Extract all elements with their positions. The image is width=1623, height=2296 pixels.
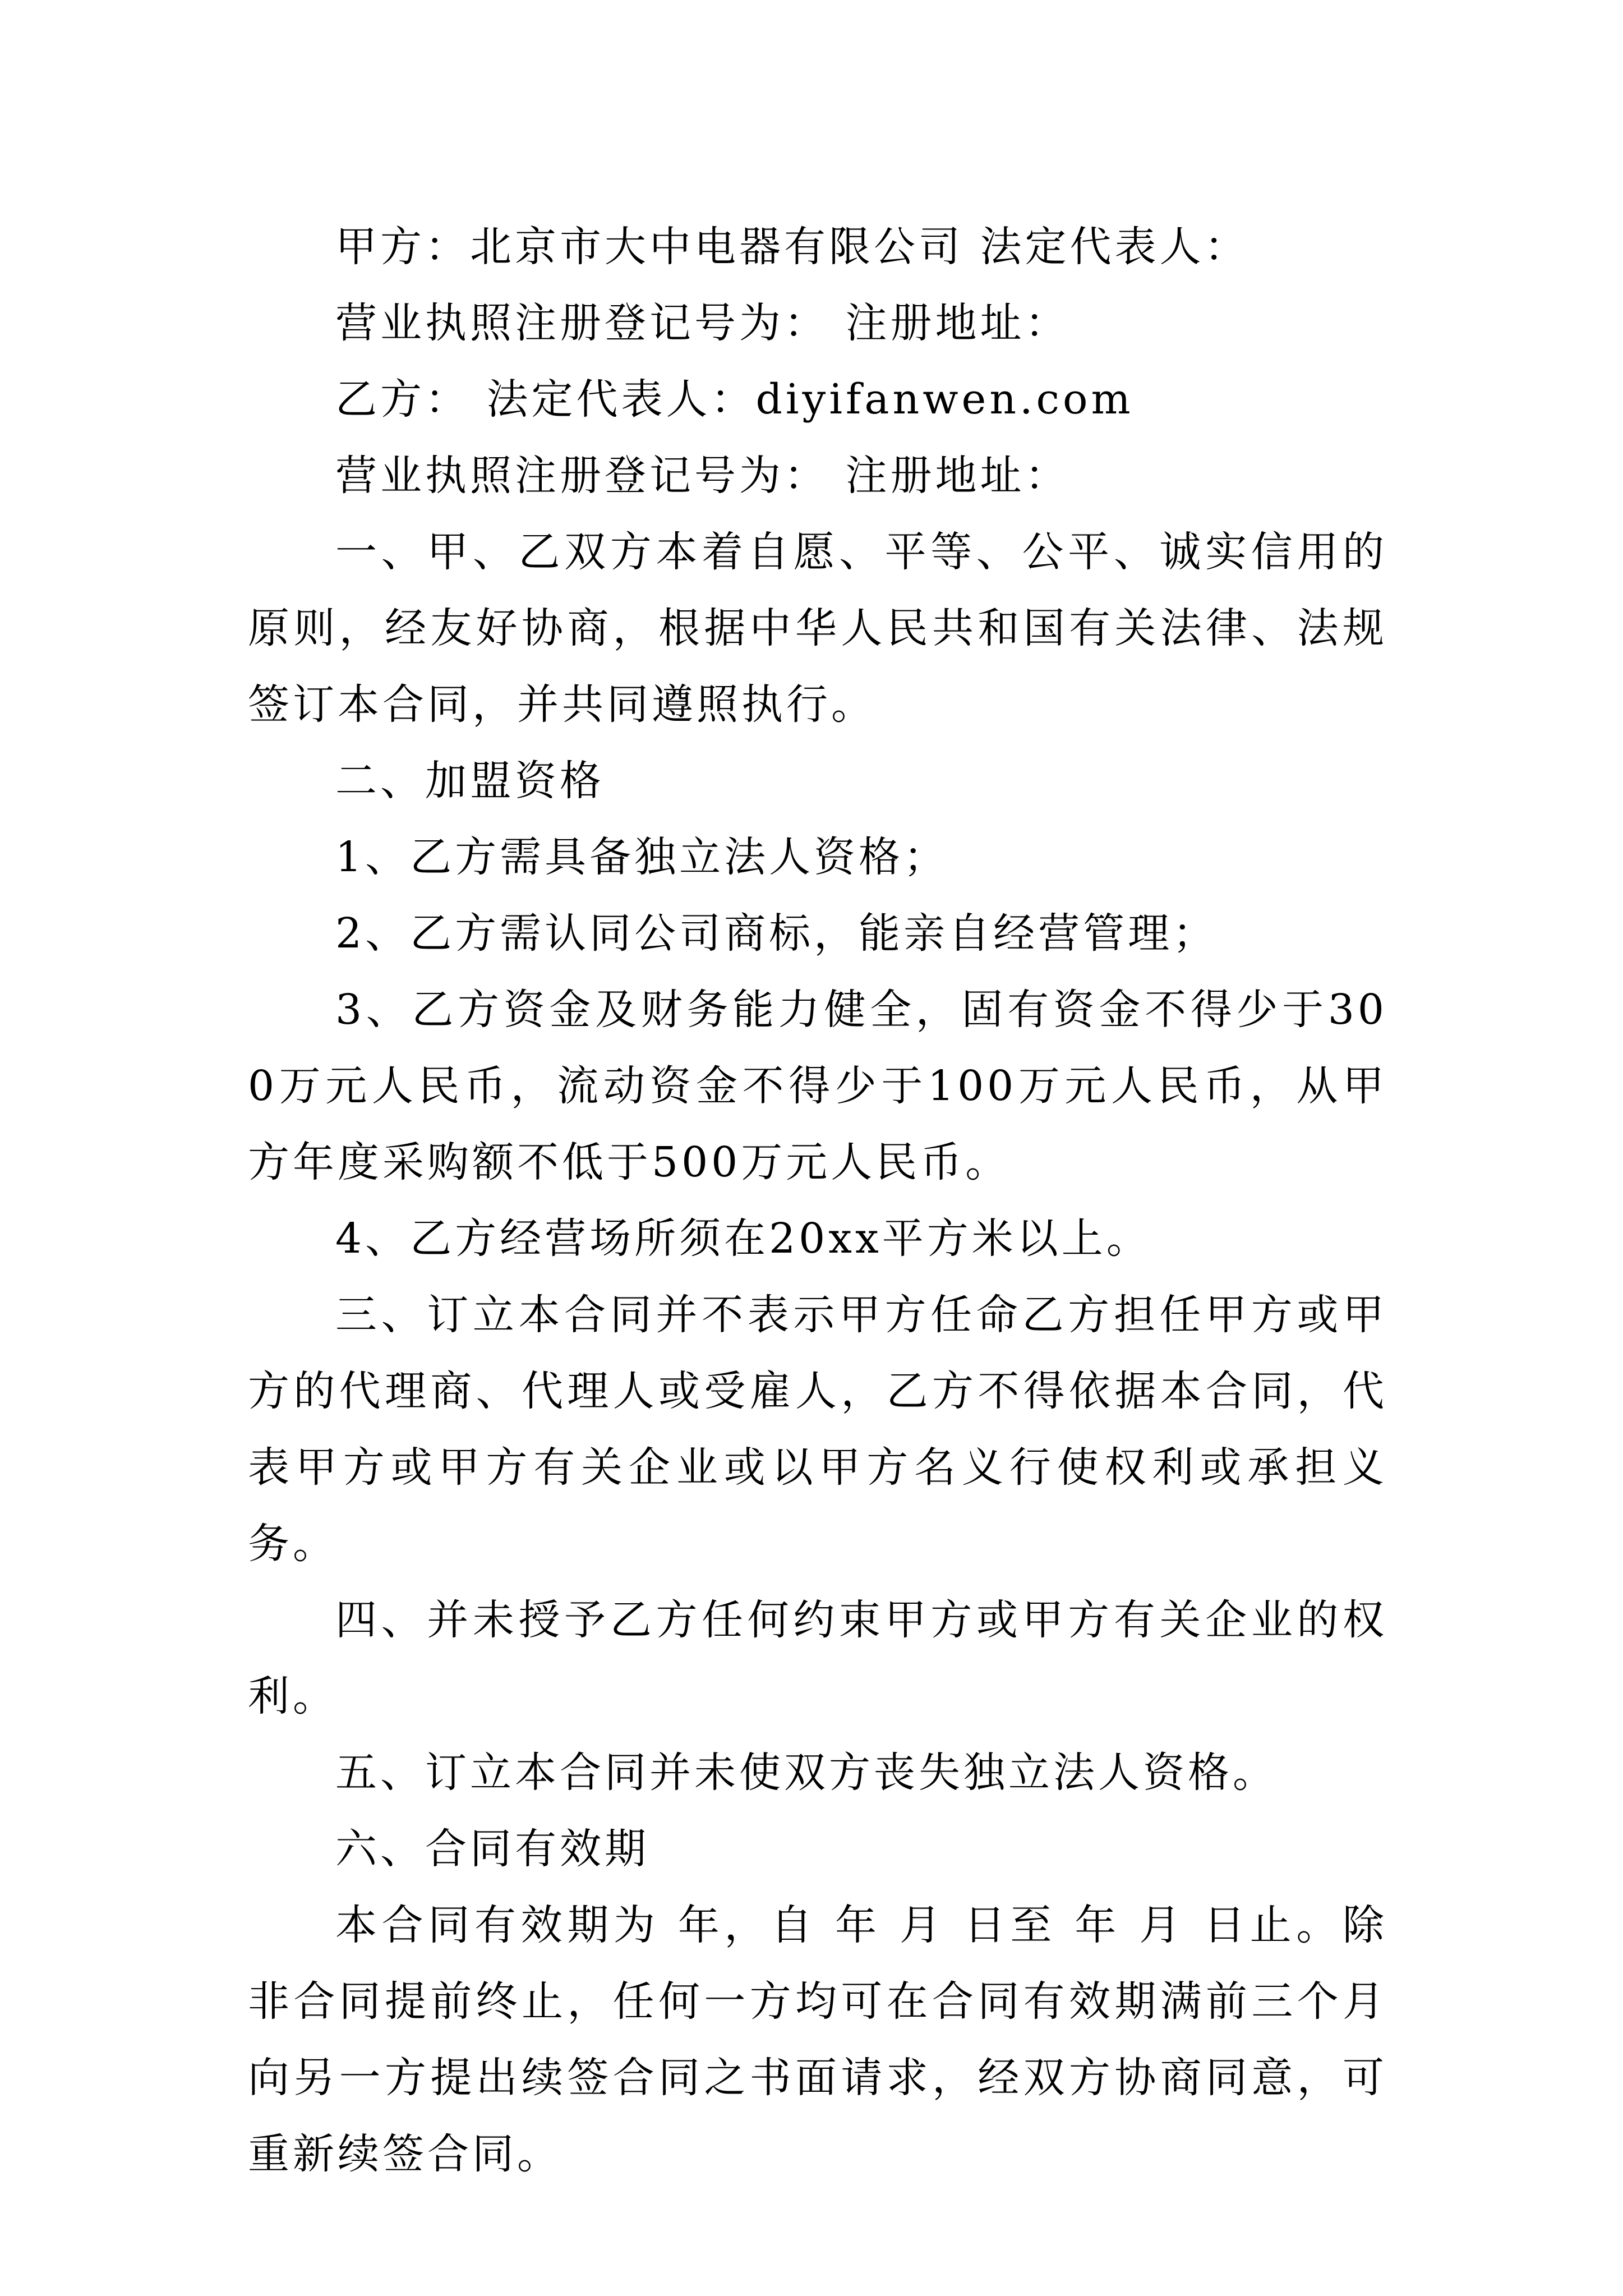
clause-2-heading: 二、加盟资格 <box>335 757 605 805</box>
clause-1: 一、甲、乙双方本着自愿、平等、公平、诚实信用的原则，经友好协商，根据中华人民共和国有关法律、法规签订本合同，并共同遵照执行。 <box>248 528 1387 729</box>
clause-2-item-4: 4、乙方经营场所须在20xx平方米以上。 <box>335 1214 1151 1263</box>
clause-4: 四、并未授予乙方任何约束甲方或甲方有关企业的权利。 <box>248 1596 1387 1720</box>
party-b-line: 乙方： 法定代表人：diyifanwen.com <box>335 375 1134 424</box>
party-b-registration-line: 营业执照注册登记号为： 注册地址： <box>335 452 1070 500</box>
clause-5: 五、订立本合同并未使双方丧失独立法人资格。 <box>335 1749 1278 1797</box>
clause-3: 三、订立本合同并不表示甲方任命乙方担任甲方或甲方的代理商、代理人或受雇人，乙方不得依据本合同，代表甲方或甲方有关企业或以甲方名义行使权利或承担义务。 <box>248 1291 1387 1568</box>
party-a-line: 甲方：北京市大中电器有限公司 法定代表人： <box>335 223 1249 271</box>
clause-2-item-2: 2、乙方需认同公司商标，能亲自经营管理； <box>335 909 1218 958</box>
party-a-registration-line: 营业执照注册登记号为： 注册地址： <box>335 299 1070 347</box>
clause-2-item-3: 3、乙方资金及财务能力健全，固有资金不得少于300万元人民币，流动资金不得少于100万元人民币，从甲方年度采购额不低于500万元人民币。 <box>248 986 1387 1186</box>
clause-6-body: 本合同有效期为 年，自 年 月 日至 年 月 日止。除非合同提前终止，任何一方均可在合同有效期满前三个月向另一方提出续签合同之书面请求，经双方协商同意，可重新续签合同。 <box>248 1901 1387 2178</box>
clause-6-heading: 六、合同有效期 <box>335 1825 649 1873</box>
document-body <box>248 209 1387 2192</box>
clause-2-item-1: 1、乙方需具备独立法人资格； <box>335 833 949 881</box>
